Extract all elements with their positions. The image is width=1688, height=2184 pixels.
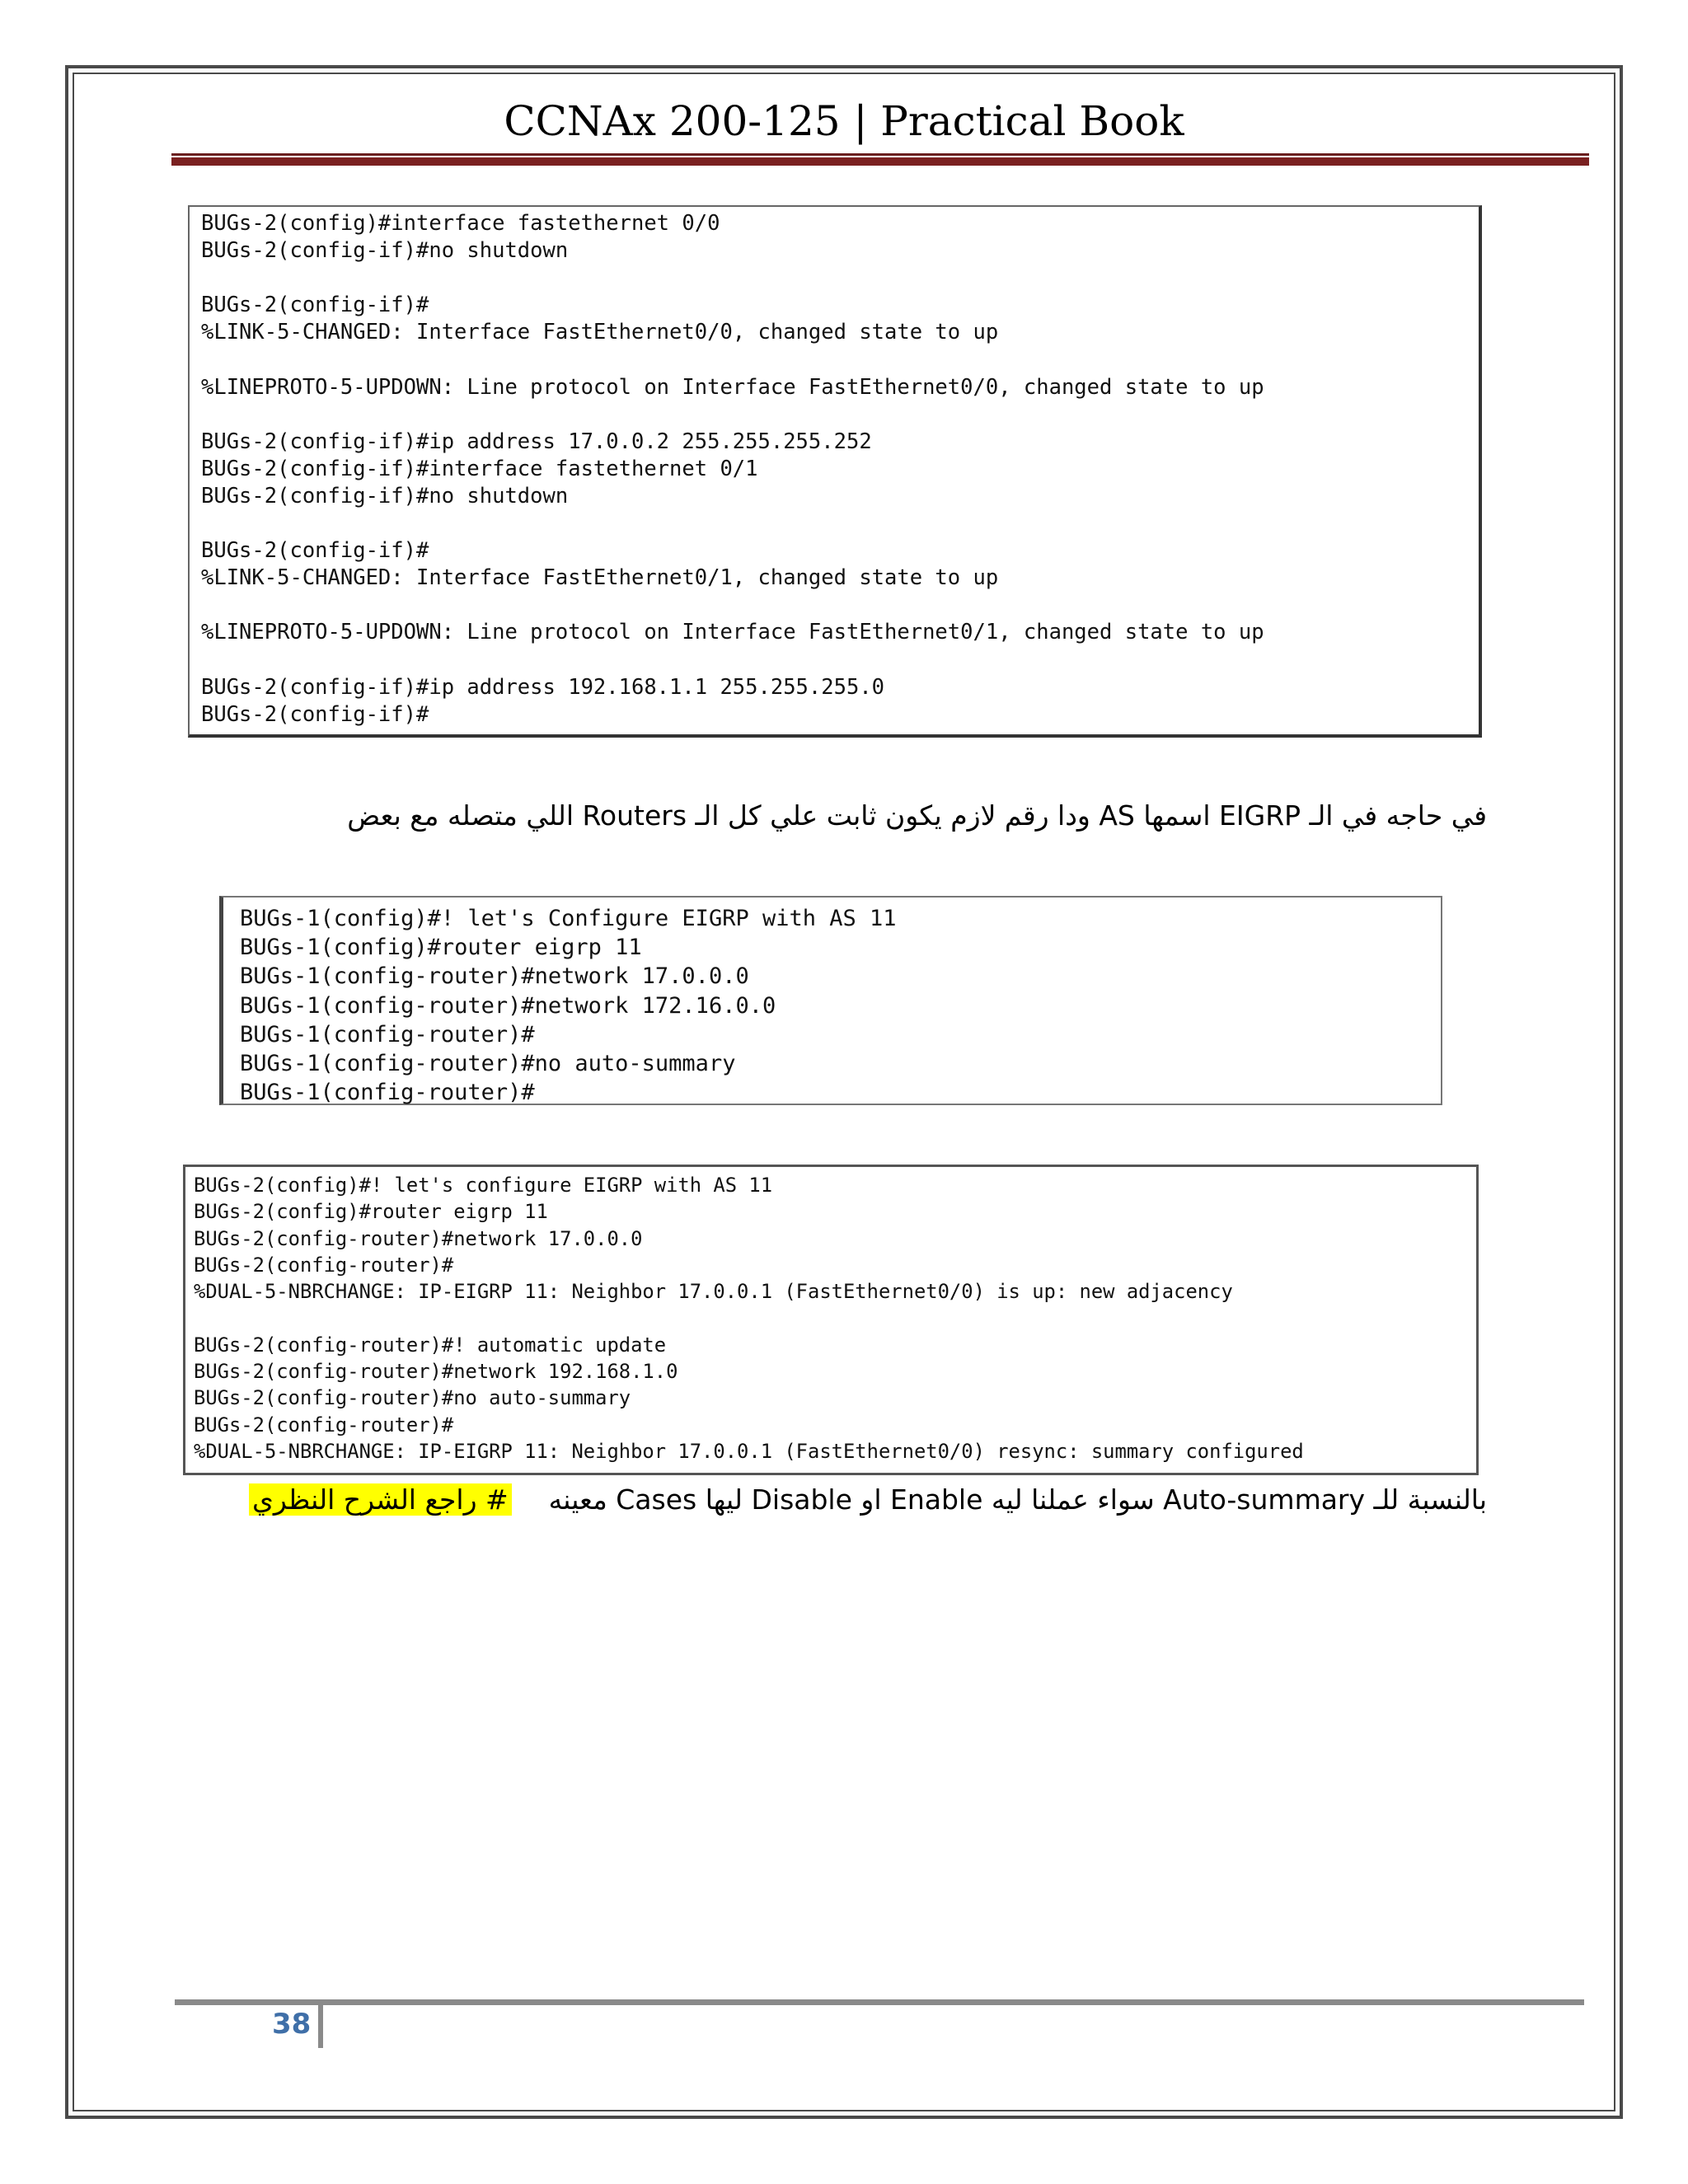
console-line: BUGs-2(config-if)# (201, 538, 429, 564)
console-line: BUGs-2(config-router)#! automatic update (194, 1333, 667, 1357)
console-line: BUGs-2(config-if)#no shutdown (201, 238, 569, 264)
console-line (201, 346, 1479, 373)
console-line: BUGs-2(config)#! let's configure EIGRP with AS 11 (194, 1174, 773, 1197)
note-auto-summary: بالنسبة للـ Auto-summary سواء عملنا ليه Enable او Disable ليها Cases معينه (548, 1483, 1487, 1516)
console-line: %DUAL-5-NBRCHANGE: IP-EIGRP 11: Neighbor 17.0.0.1 (FastEthernet0/0) resync: summary configured (194, 1439, 1304, 1463)
console-line: BUGs-2(config-router)# (194, 1253, 454, 1277)
console-output-bugs1-eigrp (219, 896, 1442, 1105)
console-line: BUGs-2(config-router)#no auto-summary (194, 1386, 631, 1410)
header-divider-thin (171, 153, 1589, 156)
console-line: BUGs-2(config-if)# (201, 293, 429, 318)
console-line: BUGs-2(config-if)#interface fastethernet 0/1 (201, 456, 758, 481)
console-line: %LINEPROTO-5-UPDOWN: Line protocol on Interface FastEthernet0/0, changed state to up (201, 374, 1264, 400)
page-number: 38 (272, 2008, 312, 2041)
highlighted-reference: # راجع الشرح النظري (249, 1483, 512, 1516)
console-line: BUGs-2(config-router)#network 192.168.1.0 (194, 1360, 678, 1384)
note-eigrp-as: في حاجه في الـ EIGRP اسمها AS ودا رقم لازم يكون ثابت علي كل الـ Routers اللي متصله مع بعض (347, 799, 1487, 832)
console-line: BUGs-2(config-router)# (194, 1413, 454, 1436)
console-line: %LINEPROTO-5-UPDOWN: Line protocol on Interface FastEthernet0/1, changed state to up (201, 620, 1264, 645)
console-line: %DUAL-5-NBRCHANGE: IP-EIGRP 11: Neighbor 17.0.0.1 (FastEthernet0/0) is up: new adjacency (194, 1280, 1233, 1304)
console-line (201, 510, 1479, 537)
console-line: BUGs-1(config-router)#network 172.16.0.0 (240, 992, 776, 1019)
console-line: BUGs-2(config)#router eigrp 11 (194, 1200, 548, 1224)
page-title: CCNAx 200-125 | Practical Book (504, 97, 1184, 145)
footer-divider (175, 1999, 1584, 2005)
console-line: BUGs-2(config-if)# (201, 701, 429, 727)
console-line: BUGs-2(config)#interface fastethernet 0/0 (201, 211, 720, 236)
page-number-separator (318, 2005, 323, 2048)
console-line: BUGs-1(config)#router eigrp 11 (240, 935, 642, 961)
console-line: %LINK-5-CHANGED: Interface FastEthernet0/0, changed state to up (201, 320, 999, 345)
console-line: BUGs-2(config-if)#ip address 17.0.0.2 255.255.255.252 (201, 429, 872, 454)
console-line: BUGs-1(config-router)#no auto-summary (240, 1051, 736, 1077)
console-line (201, 592, 1479, 619)
console-line: %LINK-5-CHANGED: Interface FastEthernet0/1, changed state to up (201, 565, 999, 591)
console-line: BUGs-1(config)#! let's Configure EIGRP with AS 11 (240, 906, 897, 931)
console-line: BUGs-2(config-router)#network 17.0.0.0 (194, 1226, 643, 1250)
console-output-bugs2-interfaces (188, 205, 1482, 738)
console-line: BUGs-1(config-router)# (240, 1080, 535, 1106)
console-line: BUGs-2(config-if)#no shutdown (201, 483, 569, 509)
console-line (201, 401, 1479, 429)
console-line (201, 265, 1479, 292)
header-divider-thick (171, 157, 1589, 166)
console-line: BUGs-1(config-router)# (240, 1021, 535, 1047)
console-line: BUGs-1(config-router)#network 17.0.0.0 (240, 963, 749, 990)
console-output-bugs2-eigrp (183, 1165, 1479, 1475)
console-line (194, 1305, 1476, 1331)
console-line (201, 647, 1479, 674)
console-line: BUGs-2(config-if)#ip address 192.168.1.1 255.255.255.0 (201, 674, 885, 700)
